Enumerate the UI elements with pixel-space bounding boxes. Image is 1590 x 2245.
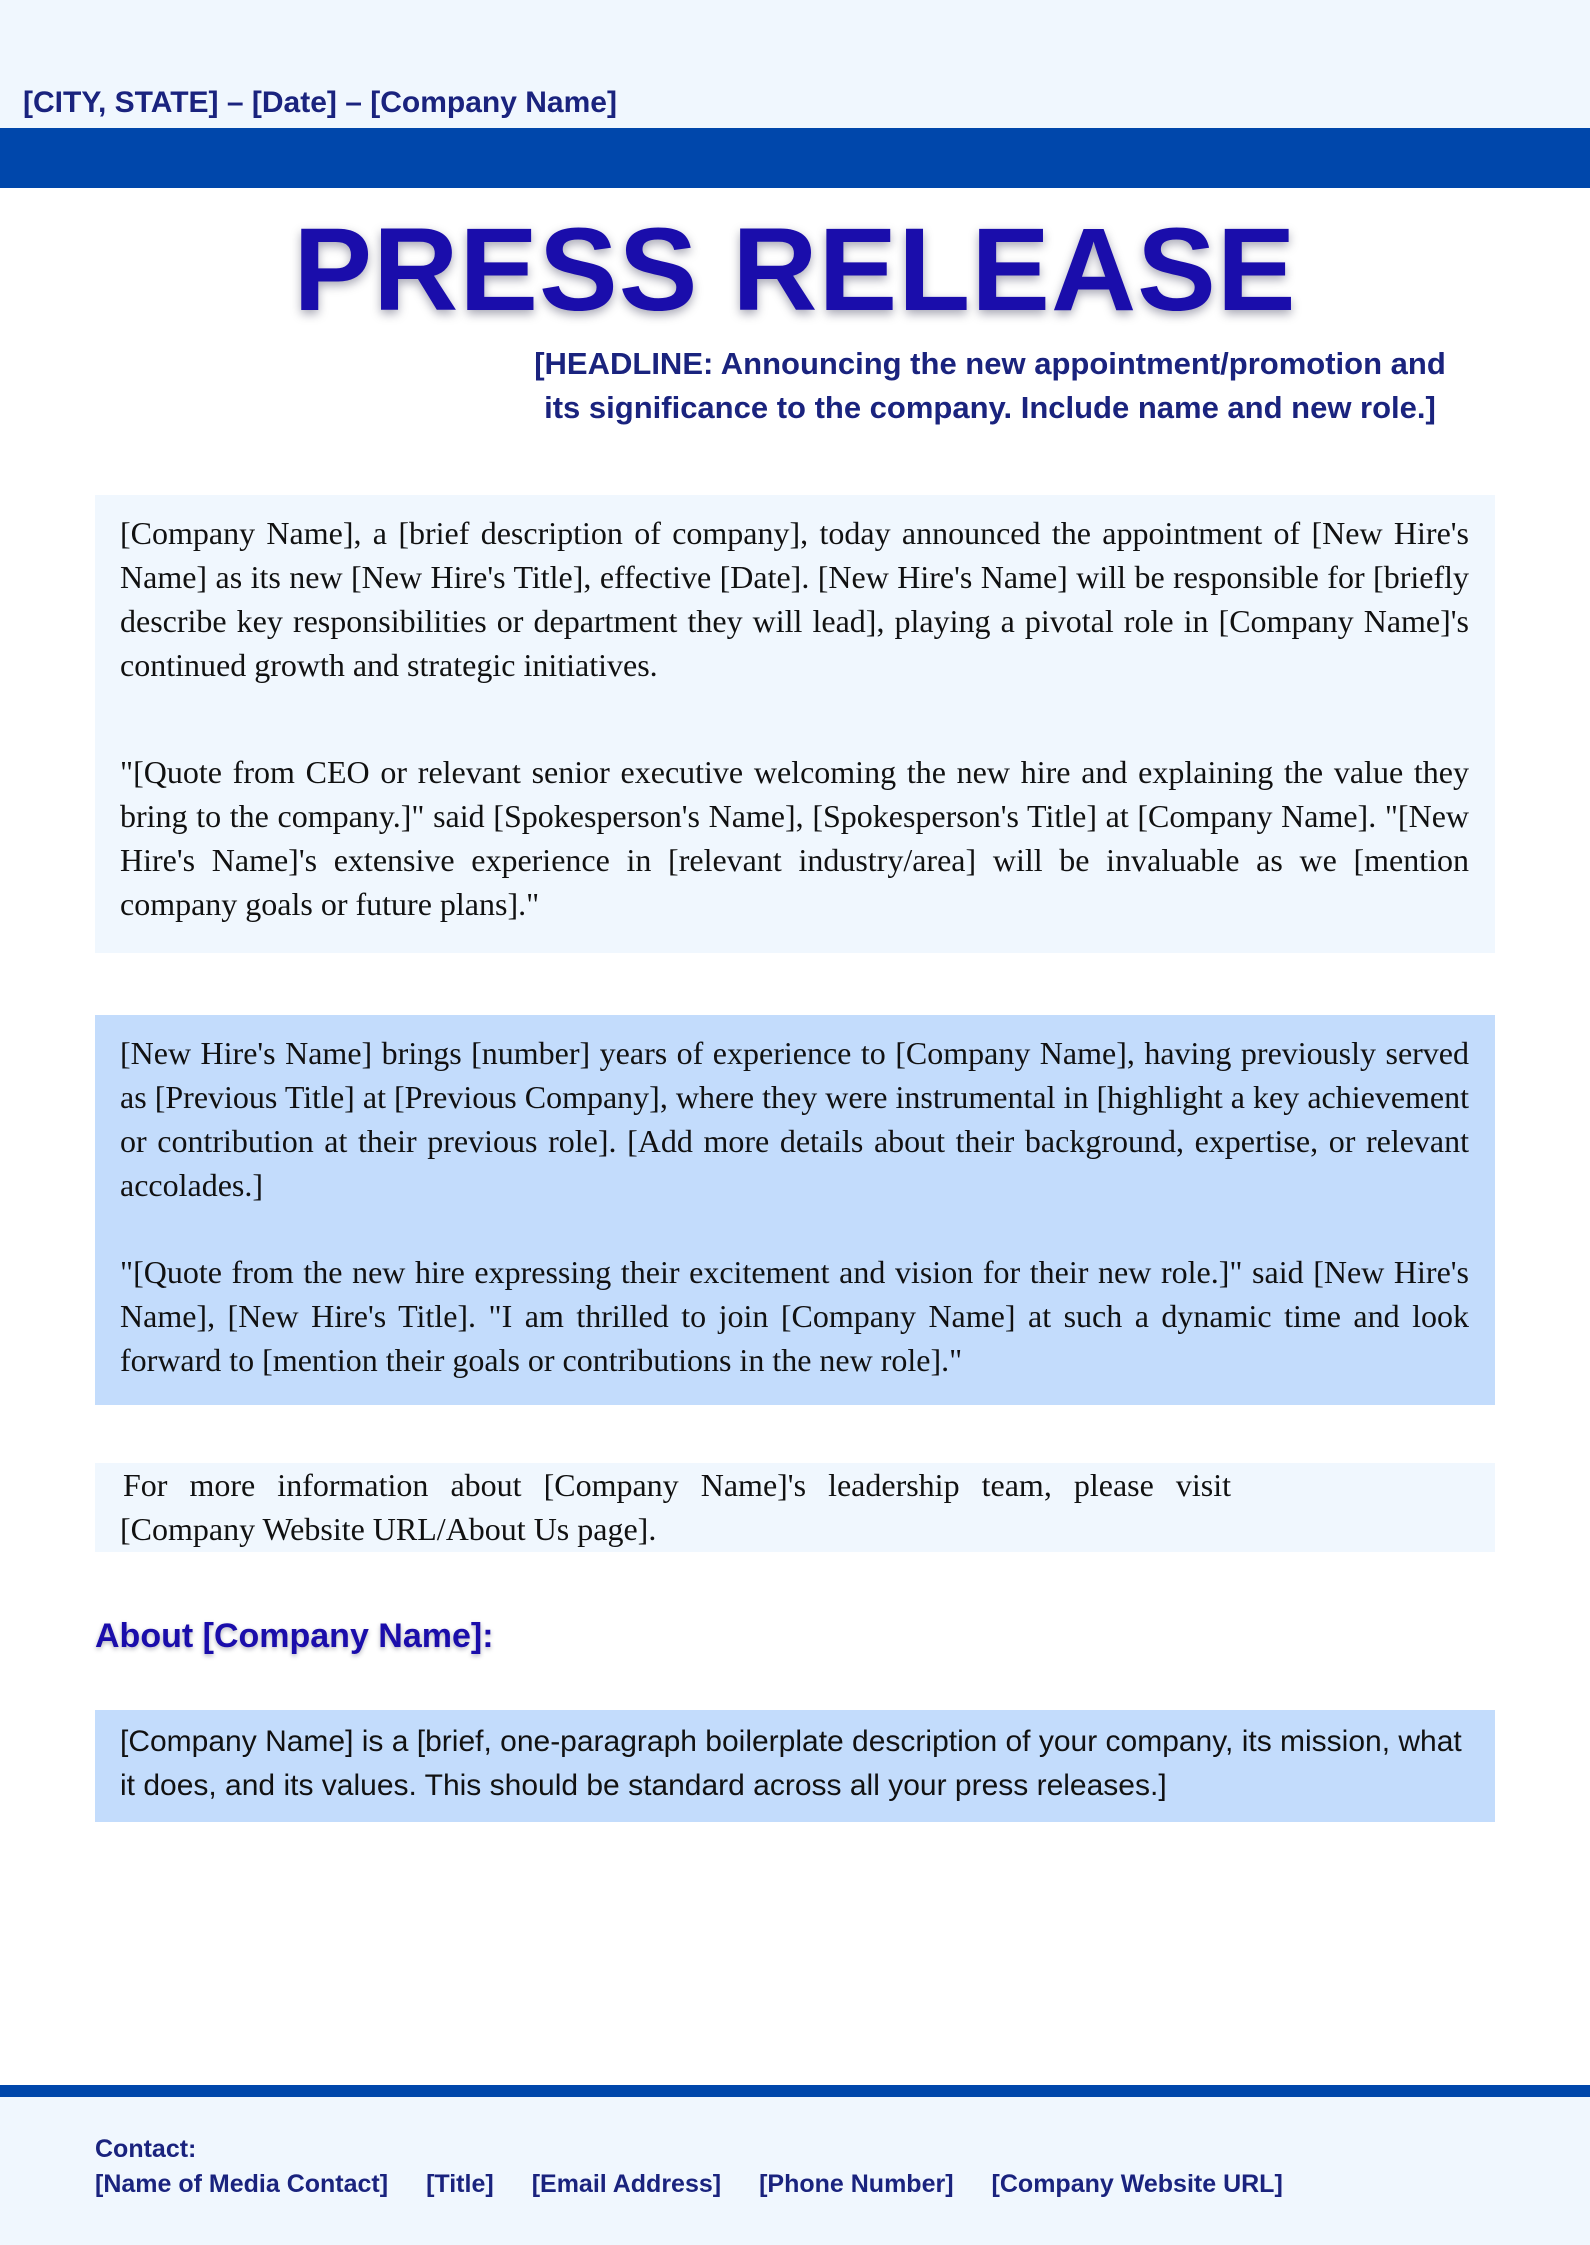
- header-divider-bar: [0, 128, 1590, 188]
- more-info-section: [95, 1463, 1495, 1552]
- media-contact-title: [Title]: [426, 2170, 494, 2198]
- page-title: PRESS RELEASE: [293, 204, 1297, 336]
- media-contact-phone: [Phone Number]: [759, 2170, 954, 2198]
- company-website: [Company Website URL]: [991, 2170, 1283, 2198]
- announcement-section: [95, 495, 1495, 953]
- about-heading: About [Company Name]:: [95, 1617, 494, 1655]
- headline: [480, 342, 1500, 430]
- footer-divider-bar: [0, 2085, 1590, 2097]
- new-hire-quote-paragraph: "[Quote from the new hire expressing their excitement and vision for their new role.]" said [New Hire's Name], [New Hire's Title]. "I am thrilled to join [Company Name] at such a dynamic time and look forward to [mention their goals or contributions in the new role].": [120, 1254, 1469, 1378]
- about-section: [95, 1710, 1495, 1822]
- background-paragraph: [New Hire's Name] brings [number] years of experience to [Company Name], having previously served as [Previous Title] at [Previous Company], where they were instrumental in [highlight a key achievement or contribution at their previous role]. [Add more details about their background, expertise, or relevant accolades.]: [120, 1035, 1469, 1203]
- dateline: [CITY, STATE] – [Date] – [Company Name]: [23, 86, 617, 119]
- about-text: [Company Name] is a [brief, one-paragraph boilerplate description of your company, its mission, what it does, and its values. This should be standard across all your press releases.]: [120, 1725, 1462, 1802]
- executive-quote-paragraph: "[Quote from CEO or relevant senior executive welcoming the new hire and explaining the value they bring to the company.]" said [Spokesperson's Name], [Spokesperson's Title] at [Company Name]. "[New Hire's Name]'s extensive experience in [relevant industry/area] will be invaluable as we [mention company goals or future plans].": [120, 754, 1469, 922]
- more-info-line-2: [Company Website URL/About Us page].: [120, 1511, 657, 1547]
- contact-details: [95, 2170, 1321, 2199]
- announcement-paragraph: [Company Name], a [brief description of company], today announced the appointment of [New Hire's Name] as its new [New Hire's Title], effective [Date]. [New Hire's Name] will be responsible for [briefly describe key responsibilities or department they will lead], playing a pivotal role in [Company Name]'s continued growth and strategic initiatives.: [120, 515, 1469, 683]
- headline-line-2: its significance to the company. Include name and new role.]: [544, 390, 1436, 425]
- contact-label: Contact:: [95, 2135, 197, 2163]
- media-contact-name: [Name of Media Contact]: [95, 2170, 389, 2198]
- headline-line-1: [HEADLINE: Announcing the new appointment/promotion and: [534, 346, 1446, 381]
- more-info-line-1: For more information about [Company Name]'s leadership team, please visit: [123, 1467, 1231, 1503]
- more-info-paragraph: [120, 1463, 1250, 1551]
- background-section: [95, 1015, 1495, 1405]
- media-contact-email: [Email Address]: [531, 2170, 722, 2198]
